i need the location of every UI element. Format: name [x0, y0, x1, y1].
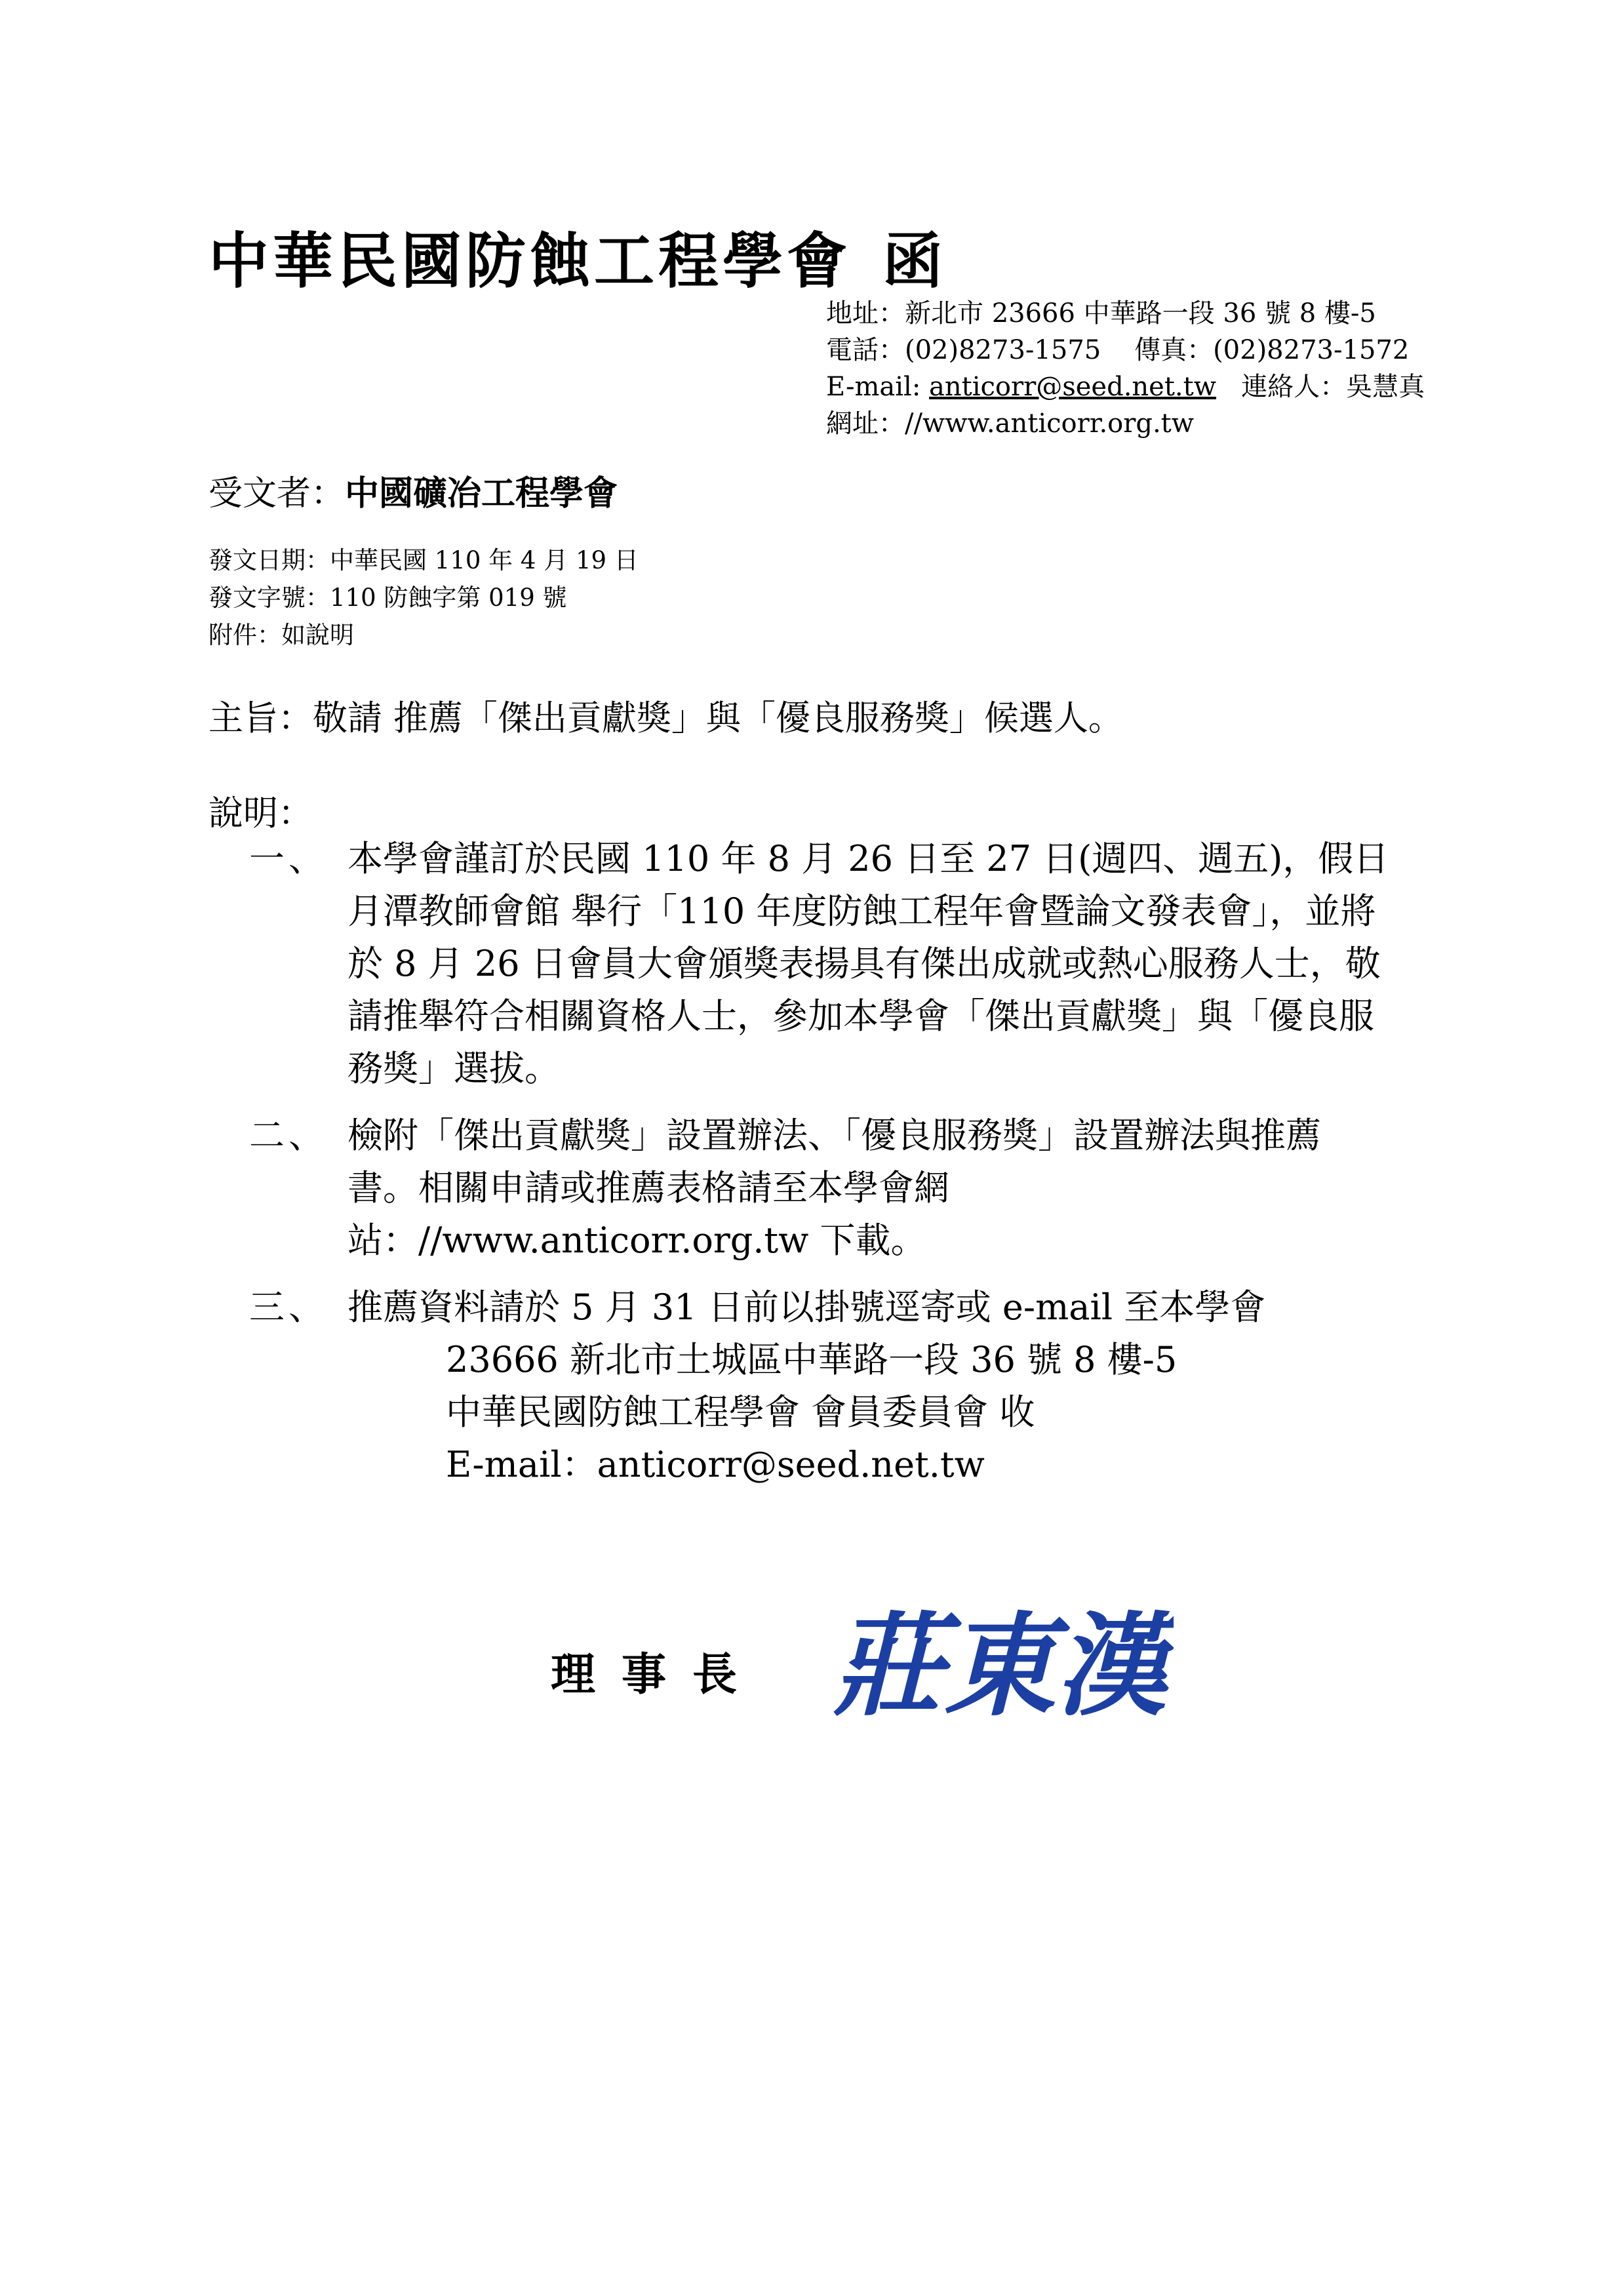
- explanation-item: [249, 1281, 1390, 1491]
- issue-date: 發文日期：中華民國 110 年 4 月 19 日: [208, 546, 639, 574]
- contact-phone: 電話：(02)8273-1575: [826, 335, 1101, 365]
- issue-number: 發文字號：110 防蝕字第 019 號: [208, 584, 567, 612]
- explanation-label: 說明：: [208, 793, 313, 833]
- item-number: 三、: [249, 1287, 328, 1328]
- explanation-item: [249, 1109, 1390, 1267]
- contact-email-link[interactable]: anticorr@seed.net.tw: [929, 372, 1216, 402]
- explanation-item: [249, 833, 1390, 1095]
- contact-address: 地址：新北市 23666 中華路一段 36 號 8 樓-5: [826, 298, 1376, 329]
- contact-email-label: E-mail:: [826, 372, 930, 402]
- item-text: 本學會謹訂於民國 110 年 8 月 26 日至 27 日(週四、週五)，假日月潭教師會館 舉行「110 年度防蝕工程年會暨論文發表會」，並將於 8 月 26 日會員大會頒獎表揚具有傑出成就或熱心服務人士，敬請推舉符合相關資格人士，參加本學會「傑出貢獻獎」與「優良服務獎」選拔。: [347, 838, 1389, 1089]
- mailing-email-line: E-mail：anticorr@seed.net.tw: [446, 1444, 985, 1485]
- contact-person: 連絡人：吳慧真: [1241, 372, 1425, 402]
- recipient-line: [208, 466, 618, 515]
- contact-email-row: [826, 369, 1425, 405]
- signature-name: 莊東漢: [833, 1601, 1168, 1731]
- contact-phone-fax: [826, 332, 1425, 369]
- mailing-recipient-line: 中華民國防蝕工程學會 會員委員會 收: [446, 1391, 1035, 1433]
- mailing-address-line: 23666 新北市土城區中華路一段 36 號 8 樓-5: [446, 1339, 1178, 1380]
- subject-line: 主旨：敬請 推薦「傑出貢獻獎」與「優良服務獎」候選人。: [208, 698, 1123, 738]
- signature-glyphs: [833, 1600, 1174, 1731]
- contact-website: 網址：//www.anticorr.org.tw: [826, 409, 1194, 439]
- org-title: 中華民國防蝕工程學會: [208, 226, 852, 296]
- handwritten-signature: [833, 1600, 1174, 1731]
- item-text: 檢附「傑出貢獻獎」設置辦法、「優良服務獎」設置辦法與推薦書。相關申請或推薦表格請至本學會網站：//www.anticorr.org.tw 下載。: [347, 1115, 1321, 1261]
- explanation-list: [249, 833, 1390, 1506]
- contact-block: [826, 295, 1425, 442]
- recipient-label: 受文者：: [208, 474, 346, 513]
- document-meta: [208, 542, 639, 654]
- document-header: [208, 213, 947, 300]
- item-number: 二、: [249, 1115, 328, 1156]
- recipient-name: 中國礦冶工程學會: [345, 474, 618, 513]
- attachment-note: 附件：如說明: [208, 621, 354, 649]
- doc-type-label: 函: [882, 226, 947, 296]
- item-text: 推薦資料請於 5 月 31 日前以掛號逕寄或 e-mail 至本學會: [347, 1287, 1266, 1328]
- signatory-title: 理事長: [551, 1649, 764, 1701]
- item-number: 一、: [249, 838, 328, 879]
- contact-fax: 傳真：(02)8273-1572: [1134, 335, 1410, 365]
